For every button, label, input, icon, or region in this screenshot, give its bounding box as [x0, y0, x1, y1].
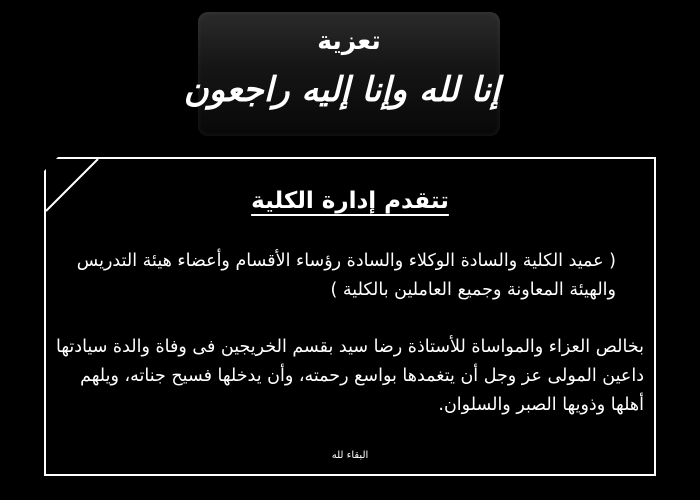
condolence-title: تعزية	[317, 26, 381, 55]
condolence-card	[44, 157, 656, 476]
mourning-ribbon-icon	[44, 157, 104, 217]
card-heading	[46, 187, 654, 217]
header-panel	[183, 12, 500, 136]
quran-verse-calligraphy: إنا لله وإنا إليه راجعون	[183, 70, 500, 110]
card-heading-text: تتقدم إدارة الكلية	[251, 188, 449, 214]
condolence-message: بخالص العزاء والمواساة للأستاذة رضا سيد بقسم الخريجين فى وفاة والدة سيادتها داعين المولى عز وجل أن يتغمدها بواسع رحمته، وأن يدخلها فسيح جناته، ويلهم أهلها وذويها الصبر والسلوان.	[56, 337, 644, 415]
closing-text: البقاء لله	[331, 450, 369, 461]
recipients-text: ( عميد الكلية والسادة الوكلاء والسادة رؤساء الأقسام وأعضاء هيئة التدريس والهيئة المعاونة وجميع العاملين بالكلية )	[76, 251, 616, 300]
